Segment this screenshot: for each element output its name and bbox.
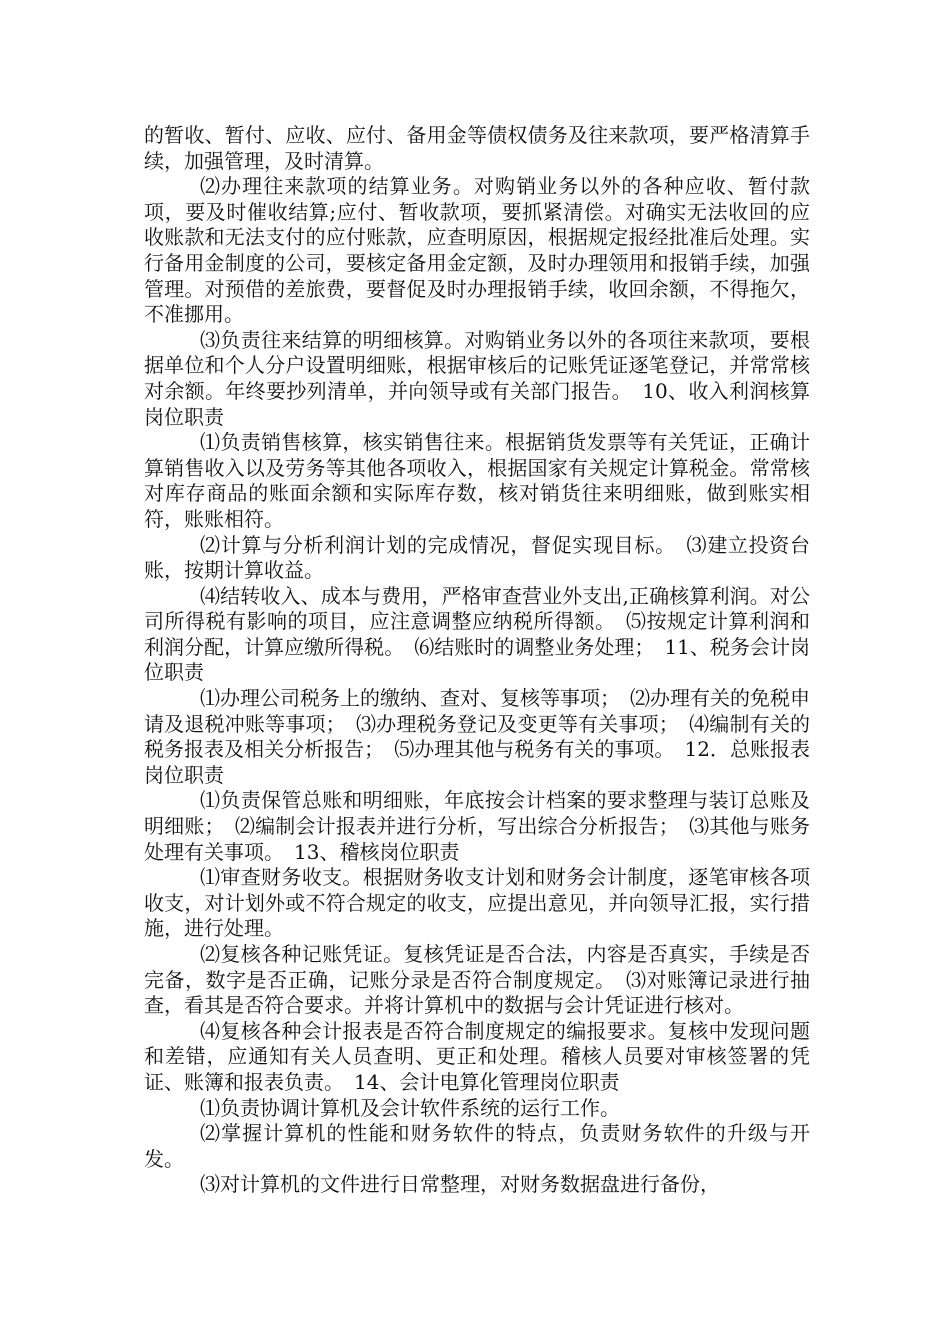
paragraph: ⑵计算与分析利润计划的完成情况，督促实现目标。 ⑶建立投资台账，按期计算收益。 — [144, 532, 810, 583]
paragraph: ⑴负责协调计算机及会计软件系统的运行工作。 — [200, 1095, 620, 1120]
paragraph: ⑴负责销售核算，核实销售往来。根据销货发票等有关凭证，正确计算销售收入以及劳务等其他各项收入，根据国家有关规定计算税金。常常核对库存商品的账面余额和实际库存数，核对销货往来明细账，做到账实相符，账账相符。 — [144, 430, 810, 531]
paragraph: ⑴办理公司税务上的缴纳、查对、复核等事项； ⑵办理有关的免税申请及退税冲账等事项； ⑶办理税务登记及变更等有关事项； ⑷编制有关的税务报表及相关分析报告； ⑸办理其他与税务有关的事项。 12．总账报表岗位职责 — [144, 686, 810, 787]
paragraph: ⑵复核各种记账凭证。复核凭证是否合法，内容是否真实，手续是否完备，数字是否正确，记账分录是否符合制度规定。 ⑶对账簿记录进行抽查，看其是否符合要求。并将计算机中的数据与会计凭证进行核对。 — [144, 942, 810, 1018]
paragraph: ⑴负责保管总账和明细账，年底按会计档案的要求整理与装订总账及明细账； ⑵编制会计报表并进行分析，写出综合分析报告； ⑶其他与账务处理有关事项。 13、稽核岗位职责 — [144, 788, 810, 864]
paragraph: ⑴审查财务收支。根据财务收支计划和财务会计制度，逐笔审核各项收支，对计划外或不符合规定的收支，应提出意见，并向领导汇报，实行措施，进行处理。 — [144, 865, 810, 941]
paragraph: ⑷结转收入、成本与费用，严格审查营业外支出,正确核算利润。对公司所得税有影响的项目，应注意调整应纳税所得额。 ⑸按规定计算利润和利润分配，计算应缴所得税。 ⑹结账时的调整业务处理； 11、税务会计岗位职责 — [144, 583, 810, 685]
paragraph: ⑶负责往来结算的明细核算。对购销业务以外的各项往来款项，要根据单位和个人分户设置明细账，根据审核后的记账凭证逐笔登记，并常常核对余额。年终要抄列清单，并向领导或有关部门报告。 10、收入利润核算岗位职责 — [144, 327, 810, 429]
paragraph: ⑶对计算机的文件进行日常整理，对财务数据盘进行备份， — [200, 1172, 720, 1197]
paragraph: ⑵办理往来款项的结算业务。对购销业务以外的各种应收、暂付款项，要及时催收结算;应付、暂收款项，要抓紧清偿。对确实无法收回的应收账款和无法支付的应付账款，应查明原因，根据规定报经批准后处理。实行备用金制度的公司，要核定备用金定额，及时办理领用和报销手续，加强管理。对预借的差旅费，要督促及时办理报销手续，收回余额，不得拖欠，不准挪用。 — [144, 174, 810, 327]
paragraph: ⑵掌握计算机的性能和财务软件的特点，负责财务软件的升级与开发。 — [144, 1121, 810, 1171]
document-body — [144, 123, 810, 1198]
paragraph-continuation: 的暂收、暂付、应收、应付、备用金等债权债务及往来款项，要严格清算手续，加强管理，及时清算。 — [144, 123, 810, 173]
paragraph: ⑷复核各种会计报表是否符合制度规定的编报要求。复核中发现问题和差错，应通知有关人员查明、更正和处理。稽核人员要对审核签署的凭证、账簿和报表负责。 14、会计电算化管理岗位职责 — [144, 1018, 810, 1094]
